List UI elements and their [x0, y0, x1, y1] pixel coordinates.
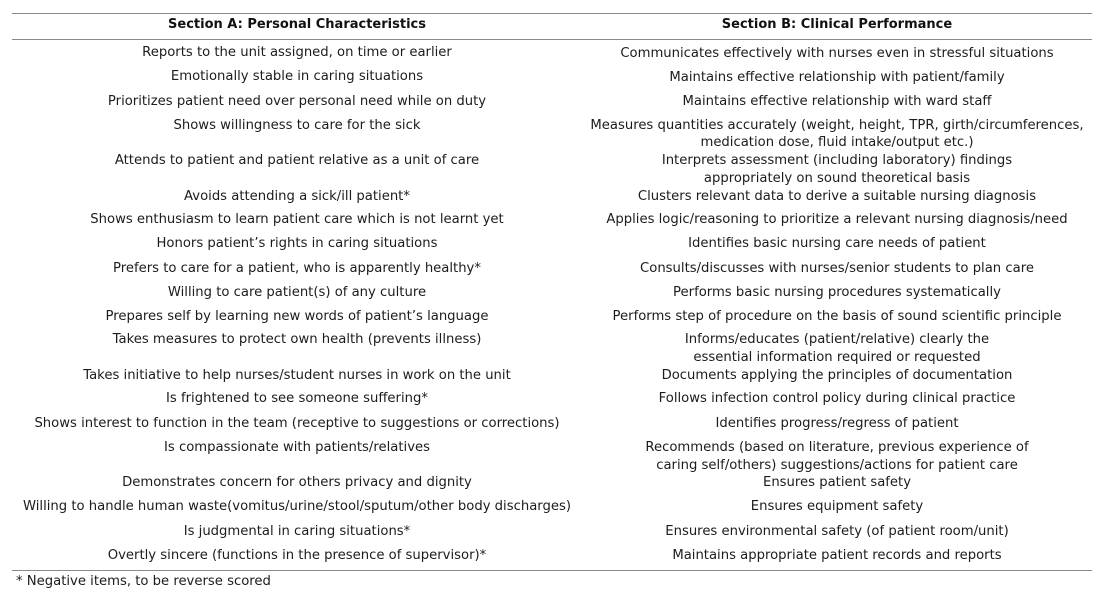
- section-a-item: Is compassionate with patients/relatives: [164, 440, 430, 455]
- footnote: * Negative items, to be reverse scored: [16, 574, 271, 589]
- section-a-item: Shows interest to function in the team (receptive to suggestions or corrections): [34, 416, 560, 431]
- section-a-item: Overtly sincere (functions in the presence of supervisor)*: [107, 548, 487, 563]
- section-a-item: Honors patient’s rights in caring situations: [156, 236, 438, 251]
- bottom-rule: [12, 570, 1092, 571]
- section-a-item: Attends to patient and patient relative as a unit of care: [114, 153, 480, 168]
- section-a-item: Willing to care patient(s) of any culture: [167, 285, 427, 300]
- section-b-item: Recommends (based on literature, previous experience of: [645, 440, 1029, 455]
- section-b-item: Documents applying the principles of documentation: [661, 368, 1013, 383]
- section-a-item: Willing to handle human waste(vomitus/urine/stool/sputum/other body discharges): [23, 499, 571, 514]
- section-a-item: Demonstrates concern for others privacy and dignity: [122, 475, 472, 490]
- section-b-item: Identifies progress/regress of patient: [715, 416, 959, 431]
- section-a-item: Avoids attending a sick/ill patient*: [184, 189, 410, 204]
- section-b-item: Measures quantities accurately (weight, height, TPR, girth/circumferences,: [590, 118, 1084, 133]
- section-b-item: Performs step of procedure on the basis of sound scientific principle: [612, 309, 1062, 324]
- section-b-item: Maintains appropriate patient records and reports: [672, 548, 1002, 563]
- section-b-item: Applies logic/reasoning to prioritize a relevant nursing diagnosis/need: [606, 212, 1068, 227]
- section-b-item: appropriately on sound theoretical basis: [703, 171, 971, 186]
- section-a-item: Takes initiative to help nurses/student nurses in work on the unit: [83, 368, 511, 383]
- section-b-item: Ensures patient safety: [762, 475, 912, 490]
- section-a-item: Shows enthusiasm to learn patient care which is not learnt yet: [90, 212, 504, 227]
- section-b-item: Ensures environmental safety (of patient room/unit): [665, 524, 1009, 539]
- section-b-item: caring self/others) suggestions/actions for patient care: [656, 458, 1018, 473]
- section-b-item: Ensures equipment safety: [750, 499, 924, 514]
- section-b-item: Consults/discusses with nurses/senior students to plan care: [640, 261, 1034, 276]
- section-a-header: Section A: Personal Characteristics: [168, 17, 426, 32]
- section-b-item: medication dose, fluid intake/output etc.): [700, 135, 974, 150]
- section-a-item: Reports to the unit assigned, on time or earlier: [142, 45, 452, 60]
- section-b-item: Maintains effective relationship with patient/family: [669, 70, 1005, 85]
- section-a-item: Prefers to care for a patient, who is apparently healthy*: [113, 261, 481, 276]
- section-b-item: Clusters relevant data to derive a suitable nursing diagnosis: [637, 189, 1037, 204]
- section-a-item: Shows willingness to care for the sick: [173, 118, 421, 133]
- section-b-item: Communicates effectively with nurses even in stressful situations: [620, 46, 1054, 61]
- section-b-header: Section B: Clinical Performance: [721, 17, 953, 32]
- section-b-item: Follows infection control policy during clinical practice: [658, 391, 1016, 406]
- section-b-item: essential information required or requested: [693, 350, 981, 365]
- section-b-item: Interprets assessment (including laboratory) findings: [661, 153, 1013, 168]
- section-b-item: Maintains effective relationship with ward staff: [682, 94, 992, 109]
- section-a-item: Prepares self by learning new words of patient’s language: [105, 309, 489, 324]
- section-b-item: Informs/educates (patient/relative) clearly the: [684, 332, 990, 347]
- top-rule: [12, 13, 1092, 14]
- section-a-item: Is judgmental in caring situations*: [183, 524, 411, 539]
- header-rule: [12, 39, 1092, 40]
- section-b-item: Identifies basic nursing care needs of patient: [688, 236, 986, 251]
- section-b-item: Performs basic nursing procedures systematically: [673, 285, 1001, 300]
- section-a-item: Takes measures to protect own health (prevents illness): [112, 332, 482, 347]
- section-a-item: Prioritizes patient need over personal need while on duty: [107, 94, 487, 109]
- section-a-item: Emotionally stable in caring situations: [170, 69, 424, 84]
- section-a-item: Is frightened to see someone suffering*: [166, 391, 428, 406]
